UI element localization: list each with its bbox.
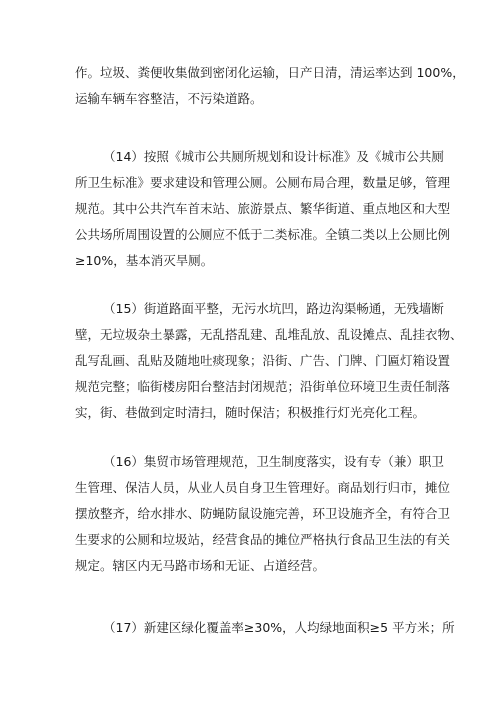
paragraph-1 (75, 60, 465, 112)
paragraph-15 (75, 296, 463, 426)
paragraph-line: 运输车辆车容整洁，不污染道路。 (75, 91, 263, 106)
paragraph-line: 乱写乱画、乱贴及随地吐痰现象；沿街、广告、门牌、门匾灯箱设置 (75, 353, 451, 368)
paragraph-line: 壁，无垃圾杂土暴露，无乱搭乱建、乱堆乱放、乱设摊点、乱挂衣物、 (75, 327, 463, 342)
paragraph-line: （14）按照《城市公共厕所规划和设计标准》及《城市公共厕 (103, 149, 444, 164)
paragraph-line: 规范。其中公共汽车首末站、旅游景点、繁华街道、重点地区和大型 (75, 201, 451, 216)
paragraph-14 (75, 144, 451, 274)
paragraph-line: 公共场所周围设置的公厕应不低于二类标准。全镇二类以上公厕比例 (75, 227, 451, 242)
paragraph-line: 作。垃圾、粪便收集做到密闭化运输，日产日清，清运率达到 100%， (75, 65, 465, 80)
paragraph-line: 规范完整；临街楼房阳台整洁封闭规范；沿街单位环境卫生责任制落 (75, 379, 451, 394)
paragraph-17 (75, 615, 455, 641)
paragraph-line: ≥10%，基本消灭旱厕。 (75, 253, 214, 268)
paragraph-16 (75, 449, 451, 579)
paragraph-line: 生管理、保洁人员，从业人员自身卫生管理好。商品划行归市，摊位 (75, 480, 451, 495)
paragraph-line: （15）街道路面平整，无污水坑凹，路边沟渠畅通，无残墙断 (103, 301, 444, 316)
paragraph-line: 摆放整齐，给水排水、防蝇防鼠设施完善，环卫设施齐全，有符合卫 (75, 506, 451, 521)
paragraph-line: （16）集贸市场管理规范，卫生制度落实，设有专（兼）职卫 (103, 454, 444, 469)
paragraph-line: 实，街、巷做到定时清扫，随时保洁；积极推行灯光亮化工程。 (75, 405, 426, 420)
paragraph-line: 生要求的公厕和垃圾站，经营食品的摊位严格执行食品卫生法的有关 (75, 532, 451, 547)
paragraph-line: 规定。辖区内无马路市场和无证、占道经营。 (75, 558, 326, 573)
paragraph-line: 所卫生标准》要求建设和管理公厕。公厕布局合理，数量足够，管理 (75, 175, 451, 190)
paragraph-line: （17）新建区绿化覆盖率≥30%，人均绿地面积≥5 平方米；所 (103, 620, 455, 635)
